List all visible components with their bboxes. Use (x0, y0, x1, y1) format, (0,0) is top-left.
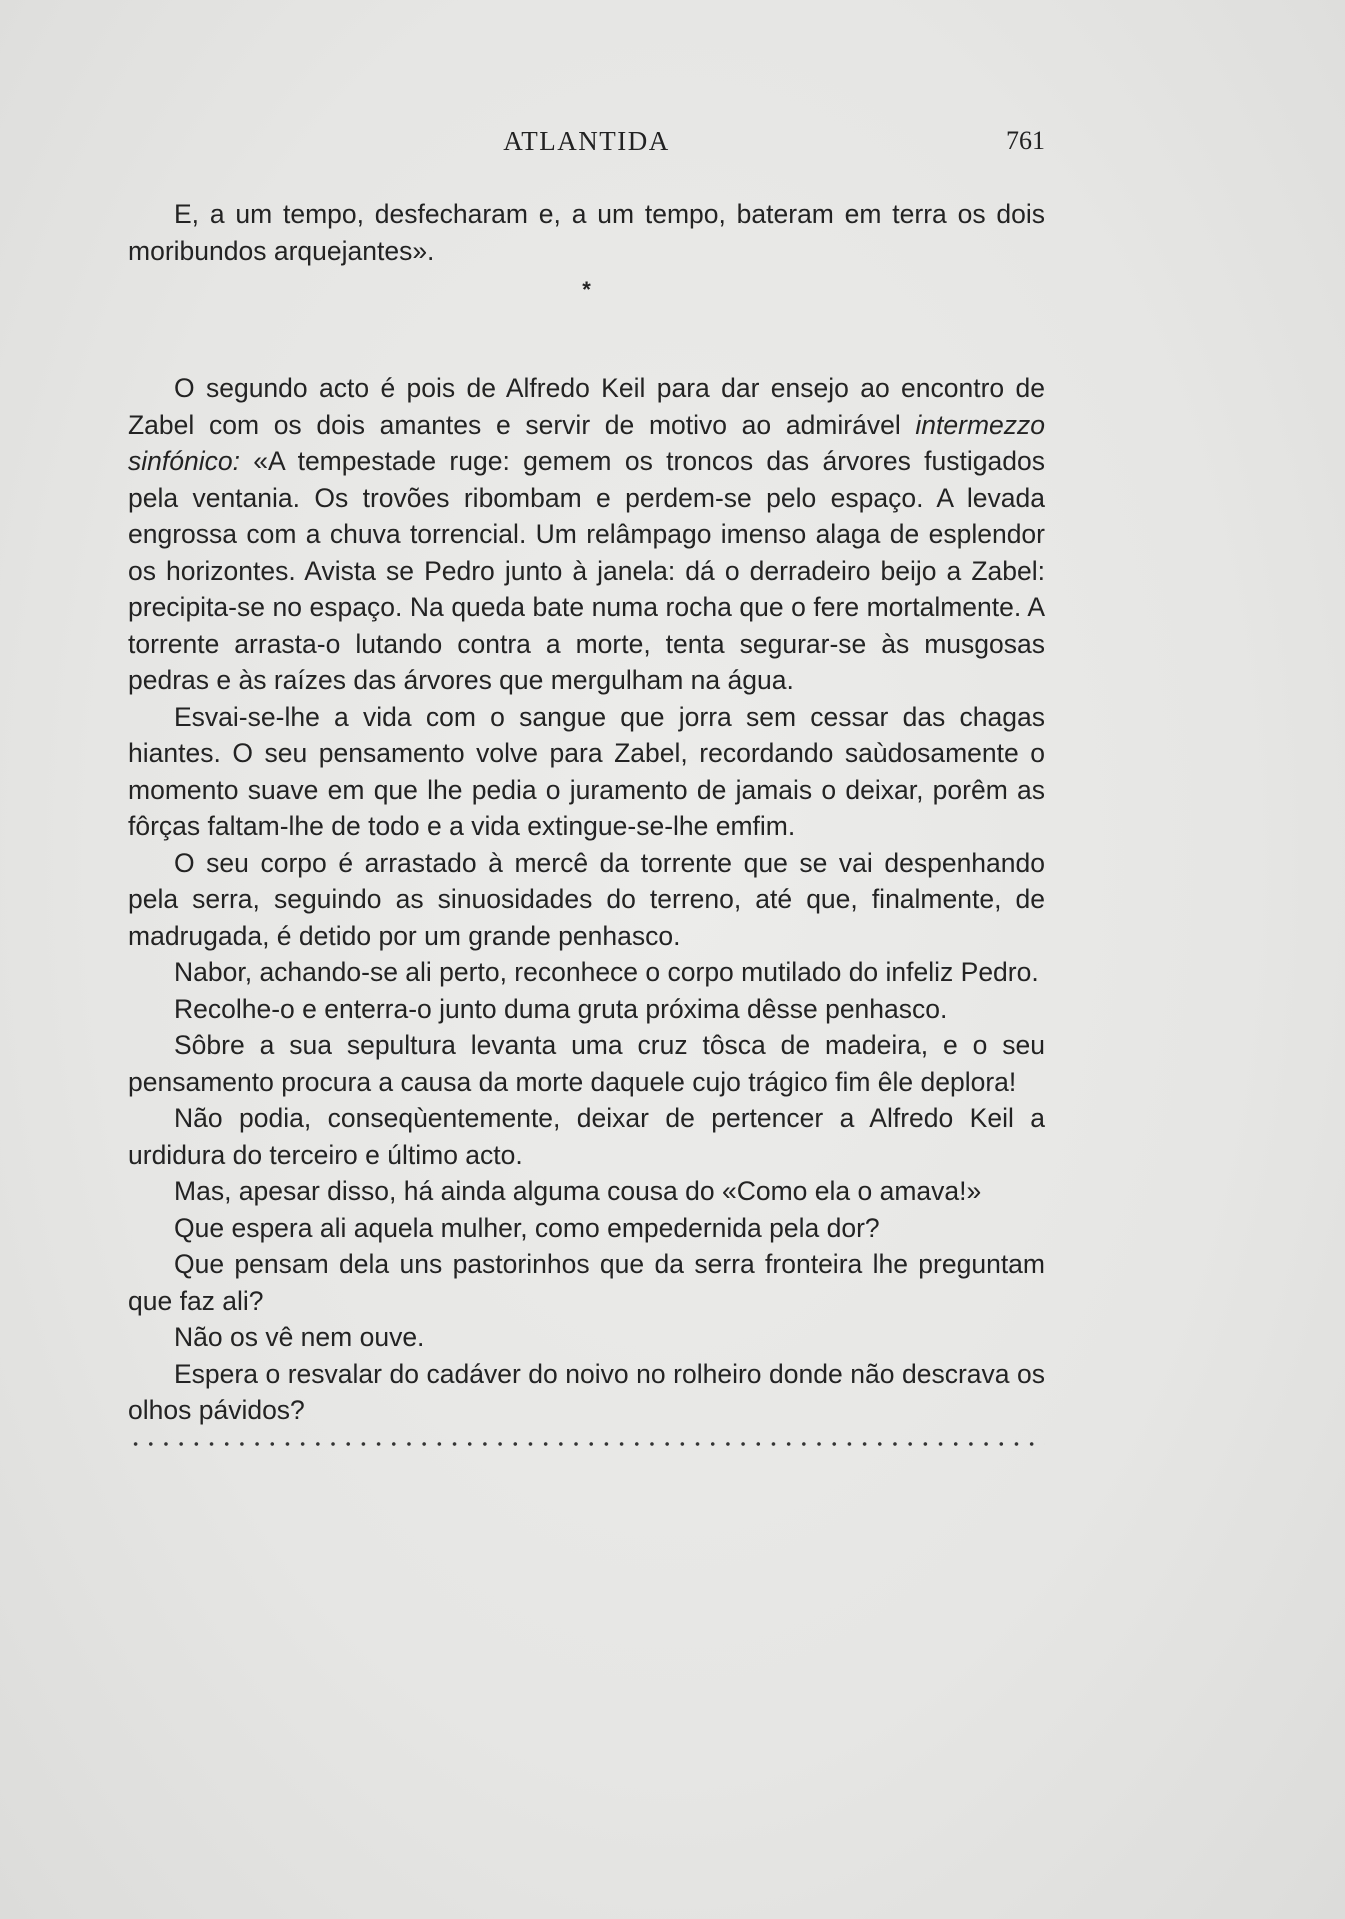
page-number: 761 (1006, 126, 1045, 155)
paragraph-2 (128, 370, 1045, 699)
paragraph-8: Não podia, conseqùentemente, deixar de pertencer a Alfredo Keil a urdidura do terceiro e último acto. (128, 1103, 1045, 1170)
paragraph-5: Nabor, achando-se ali perto, reconhece o corpo mutilado do infeliz Pedro. (174, 957, 1039, 987)
page-header (128, 126, 1045, 162)
paragraph-10: Que espera ali aquela mulher, como empedernida pela dor? (174, 1212, 880, 1243)
paragraph-13: Espera o resvalar do cadáver do noivo no rolheiro donde não descrava os olhos pávidos? (128, 1358, 1045, 1425)
paragraph-2-part-1: O segundo acto é pois de Alfredo Keil para dar ensejo ao encontro de Zabel com os dois amantes e servir de motivo ao admirável (128, 373, 1045, 440)
paragraph-12: Não os vê nem ouve. (174, 1322, 425, 1352)
running-title: ATLANTIDA (503, 126, 670, 156)
section-separator: * (582, 277, 591, 302)
paragraph-6: Recolhe-o e enterra-o junto duma gruta próxima dêsse penhasco. (174, 993, 948, 1024)
paragraph-3: Esvai-se-lhe a vida com o sangue que jorra sem cessar das chagas hiantes. O seu pensamento volve para Zabel, recordando saùdosamente o momento suave em que lhe pedia o juramento de jamais o deixar, porêm as fôrças faltam-lhe de todo e a vida extingue-se-lhe emfim. (128, 701, 1045, 841)
paragraph-7: Sôbre a sua sepultura levanta uma cruz tôsca de madeira, e o seu pensamento procura a causa da morte daquele cujo trágico fim êle deplora! (128, 1030, 1045, 1097)
paragraph-1: E, a um tempo, desfecharam e, a um tempo, bateram em terra os dois moribundos arquejantes». (128, 199, 1045, 266)
paragraph-9: Mas, apesar disso, há ainda alguma cousa do «Como ela o amava!» (174, 1176, 982, 1206)
paragraph-4: O seu corpo é arrastado à mercê da torrente que se vai despenhando pela serra, seguindo as sinuosidades do terreno, até que, finalmente, de madrugada, é detido por um grande penhasco. (128, 847, 1045, 951)
paragraph-2-part-2: «A tempestade ruge: gemem os troncos das árvores fustigados pela ventania. Os trovões ribombam e perdem-se pelo espaço. A levada engrossa com a chuva torrencial. Um relâmpago imenso alaga de esplendor os horizontes. Avista se Pedro junto à janela: dá o derradeiro beijo a Zabel: precipita-se no espaço. Na queda bate numa rocha que o fere mortalmente. A torrente arrasta-o lutando contra a morte, tenta segurar-se às musgosas pedras e às raízes das árvores que mergulham na água. (128, 446, 1045, 695)
paragraph-2-italic: intermezzo sinfónico: (128, 409, 1045, 476)
paragraph-11: Que pensam dela uns pastorinhos que da serra fronteira lhe preguntam que faz ali? (128, 1249, 1045, 1316)
body-text (128, 196, 1045, 1447)
dotted-rule (128, 1441, 1045, 1447)
